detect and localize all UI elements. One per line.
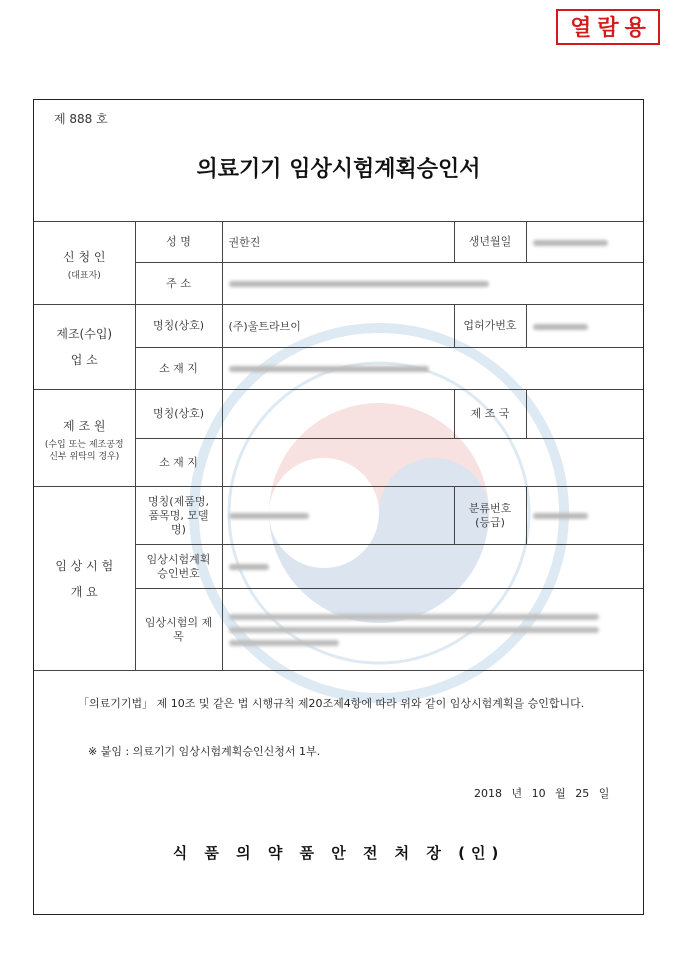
class-label: 분류번호 (등급): [454, 487, 526, 545]
name-label: 성 명: [135, 222, 222, 263]
maker-section: 제조(수입) 업 소: [34, 305, 135, 390]
origin-section: 제 조 원 (수입 또는 제조공정 신부 위탁의 경우): [34, 390, 135, 487]
issue-date: 2018 년 10 월 25 일: [474, 787, 610, 800]
birth-label: 생년월일: [454, 222, 526, 263]
origin-name-label: 명칭(상호): [135, 390, 222, 439]
location-value-redacted: [222, 348, 643, 390]
product-label: 명칭(제품명, 품목명, 모델명): [135, 487, 222, 545]
license-value-redacted: [526, 305, 643, 348]
class-value-redacted: [526, 487, 643, 545]
company-label: 명칭(상호): [135, 305, 222, 348]
license-label: 업허가번호: [454, 305, 526, 348]
country-value: [526, 390, 643, 439]
origin-name-value: [222, 390, 454, 439]
viewing-copy-stamp: 열람용: [556, 9, 660, 45]
overview-section: 임 상 시 험 개 요: [34, 487, 135, 671]
name-value: 권한진: [222, 222, 454, 263]
trial-title-value-redacted: [222, 589, 643, 671]
info-table: [34, 221, 643, 671]
document-title: 의료기기 임상시험계획승인서: [196, 157, 481, 182]
company-value: (주)울트라브이: [222, 305, 454, 348]
address-label: 주 소: [135, 263, 222, 305]
origin-location-value: [222, 439, 643, 487]
applicant-section: 신 청 인 (대표자): [34, 222, 135, 305]
origin-location-label: 소 재 지: [135, 439, 222, 487]
approval-statement: 「의료기기법」 제 10조 및 같은 법 시행규칙 제20조제4항에 따라 위와 같이 임상시험계획을 승인합니다.: [78, 697, 585, 710]
approval-certificate: [33, 99, 644, 915]
attachment-note: ※ 붙임 : 의료기기 임상시험계획승인신청서 1부.: [88, 745, 321, 758]
country-label: 제 조 국: [454, 390, 526, 439]
approval-no-value-redacted: [222, 545, 643, 589]
birth-value-redacted: [526, 222, 643, 263]
product-value-redacted: [222, 487, 454, 545]
issuer-signature: 식 품 의 약 품 안 전 처 장 (인): [172, 844, 505, 862]
location-label: 소 재 지: [135, 348, 222, 390]
document-number: 제 888 호: [54, 112, 108, 126]
approval-no-label: 임상시험계획 승인번호: [135, 545, 222, 589]
trial-title-label: 임상시험의 제목: [135, 589, 222, 671]
address-value-redacted: [222, 263, 643, 305]
